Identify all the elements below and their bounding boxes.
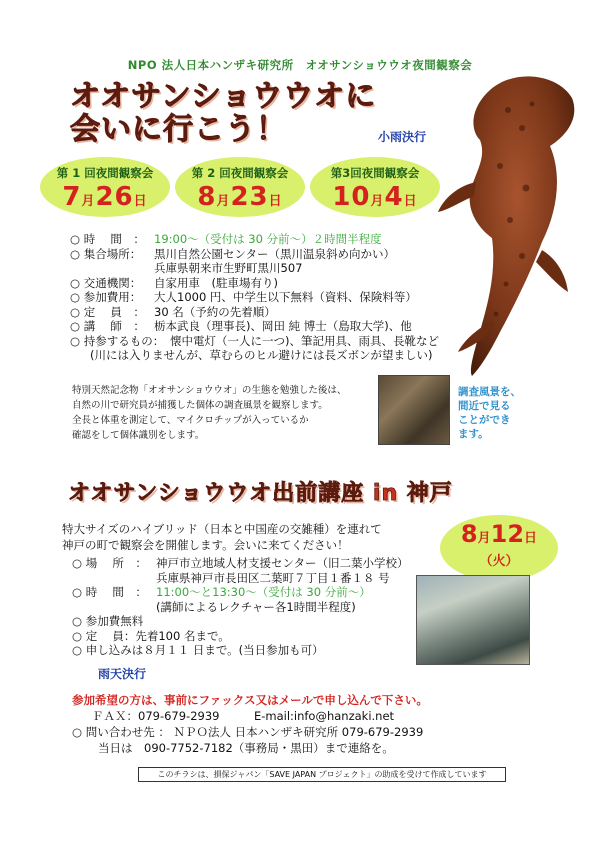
event-2-date: 8月23日 xyxy=(197,182,283,212)
fax-email: ＦＡＸ：079-679-2939 E-mail:info@hanzaki.net xyxy=(92,709,395,723)
kobe-deadline: ○ 申し込みは８月１１ 日まで。(当日参加も可） xyxy=(72,643,324,657)
kobe-rain-note: 雨天決行 xyxy=(98,667,147,681)
kobe-capacity: ○ 定 員：先着100 名まで。 xyxy=(72,628,230,643)
detail-lecturer: ○ 講 師 ： 栃本武良（理事長)、岡田 純 博士（島取大学)、他 xyxy=(70,319,412,333)
detail-bring: ○ 持参するもの： 懐中電灯（一人に一つ)、筆記用具、雨具、長靴など xyxy=(70,333,439,348)
description-line: 全長と体重を測定して、マイクロチップが入っているか xyxy=(72,415,309,426)
event-1-date: 7月26日 xyxy=(62,182,148,212)
event-3-label: 第3回夜間観察会 xyxy=(330,166,420,180)
kobe-weekday: （火） xyxy=(479,554,519,569)
survey-photo xyxy=(378,375,450,445)
kobe-title: オオサンショウウオ出前講座 in 神戸 xyxy=(68,481,453,506)
description xyxy=(72,383,346,443)
inquiry-contact: ○ 問い合わせ先 ： ＮＰＯ法人 日本ハンザキ研究所 079-679-2939 xyxy=(72,725,424,739)
kobe-fee: ○ 参加費無料 xyxy=(72,614,144,628)
photo-caption-line: ます。 xyxy=(458,428,489,440)
kobe-place: ○ 場 所 ： 神戸市立地域人材支援センター（旧二葉小学校） xyxy=(72,556,409,570)
description-line: 確認をして個体識別をします。 xyxy=(72,430,205,441)
photo-caption-line: 間近で見る xyxy=(458,400,511,412)
event-2-label: 第 2 回夜間観察会 xyxy=(191,166,289,180)
detail-time: ○ 時 間 ： 19:00～（受付は 30 分前～）２時間半程度 xyxy=(70,232,382,246)
event-3-date: 10月4日 xyxy=(332,182,418,212)
photo-caption-line: 調査風景を、 xyxy=(458,386,521,398)
detail-transport: ○ 交通機関： 自家用車 (駐車場有り) xyxy=(70,275,278,290)
kobe-lecture: (講師によるレクチャー各1時間半程度) xyxy=(156,599,356,614)
photo-caption xyxy=(458,385,521,441)
photo-caption-line: ことができ xyxy=(458,414,511,426)
detail-capacity: ○ 定 員 ： 30 名（予約の先着順） xyxy=(70,304,276,319)
light-rain-note: 小雨決行 xyxy=(378,130,427,144)
kobe-intro-1: 特大サイズのハイブリッド（日本と中国産の交雑種）を連れて xyxy=(62,522,382,536)
apply-instruction: 参加希望の方は、事前にファックス又はメールで申し込んで下さい。 xyxy=(72,693,428,707)
detail-fee: ○ 参加費用： 大人1000 円、中学生以下無料（資料、保険料等） xyxy=(70,290,417,304)
kobe-date: 8月12日 xyxy=(460,520,538,548)
salamander-image xyxy=(430,70,580,380)
kobe-photo xyxy=(416,575,530,665)
event-details xyxy=(70,232,439,363)
organization-line: NPO 法人日本ハンザキ研究所 オオサンショウウオ夜間観察会 xyxy=(127,58,473,72)
detail-address: 兵庫県朝来市生野町黒川507 xyxy=(154,261,303,275)
sponsor-footer: このチラシは、損保ジャパン「SAVE JAPAN プロジェクト」の助成を受けて作成しています xyxy=(138,767,506,782)
kobe-address: 兵庫県神戸市長田区二葉町７丁目１番１８ 号 xyxy=(156,570,390,585)
event-1-label: 第 1 回夜間観察会 xyxy=(56,166,154,180)
detail-meeting-place: ○ 集合場所： 黒川自然公園センター（黒川温泉斜め向かい） xyxy=(70,246,396,261)
description-line: 特別天然記念物「オオサンショウウオ」の生態を勉強した後は、 xyxy=(72,385,347,396)
same-day-contact: 当日は 090-7752-7182（事務局・黒田）まで連絡を。 xyxy=(98,741,394,755)
kobe-details xyxy=(72,556,409,658)
kobe-time: ○ 時 間 ： 11:00～と13:30～（受付は 30 分前～） xyxy=(72,585,371,599)
kobe-intro-2: 神戸の町で観察会を開催します。会いに来てください！ xyxy=(62,538,349,552)
detail-bring-note: (川には入りませんが、草むらのヒル避けには長ズボンが望ましい) xyxy=(90,348,433,362)
description-line: 自然の川で研究員が捕獲した個体の調査風景を観察します。 xyxy=(72,400,328,411)
headline-line-2: 会いに行こう！ xyxy=(70,112,287,147)
headline-line-1: オオサンショウウオに xyxy=(70,79,377,114)
